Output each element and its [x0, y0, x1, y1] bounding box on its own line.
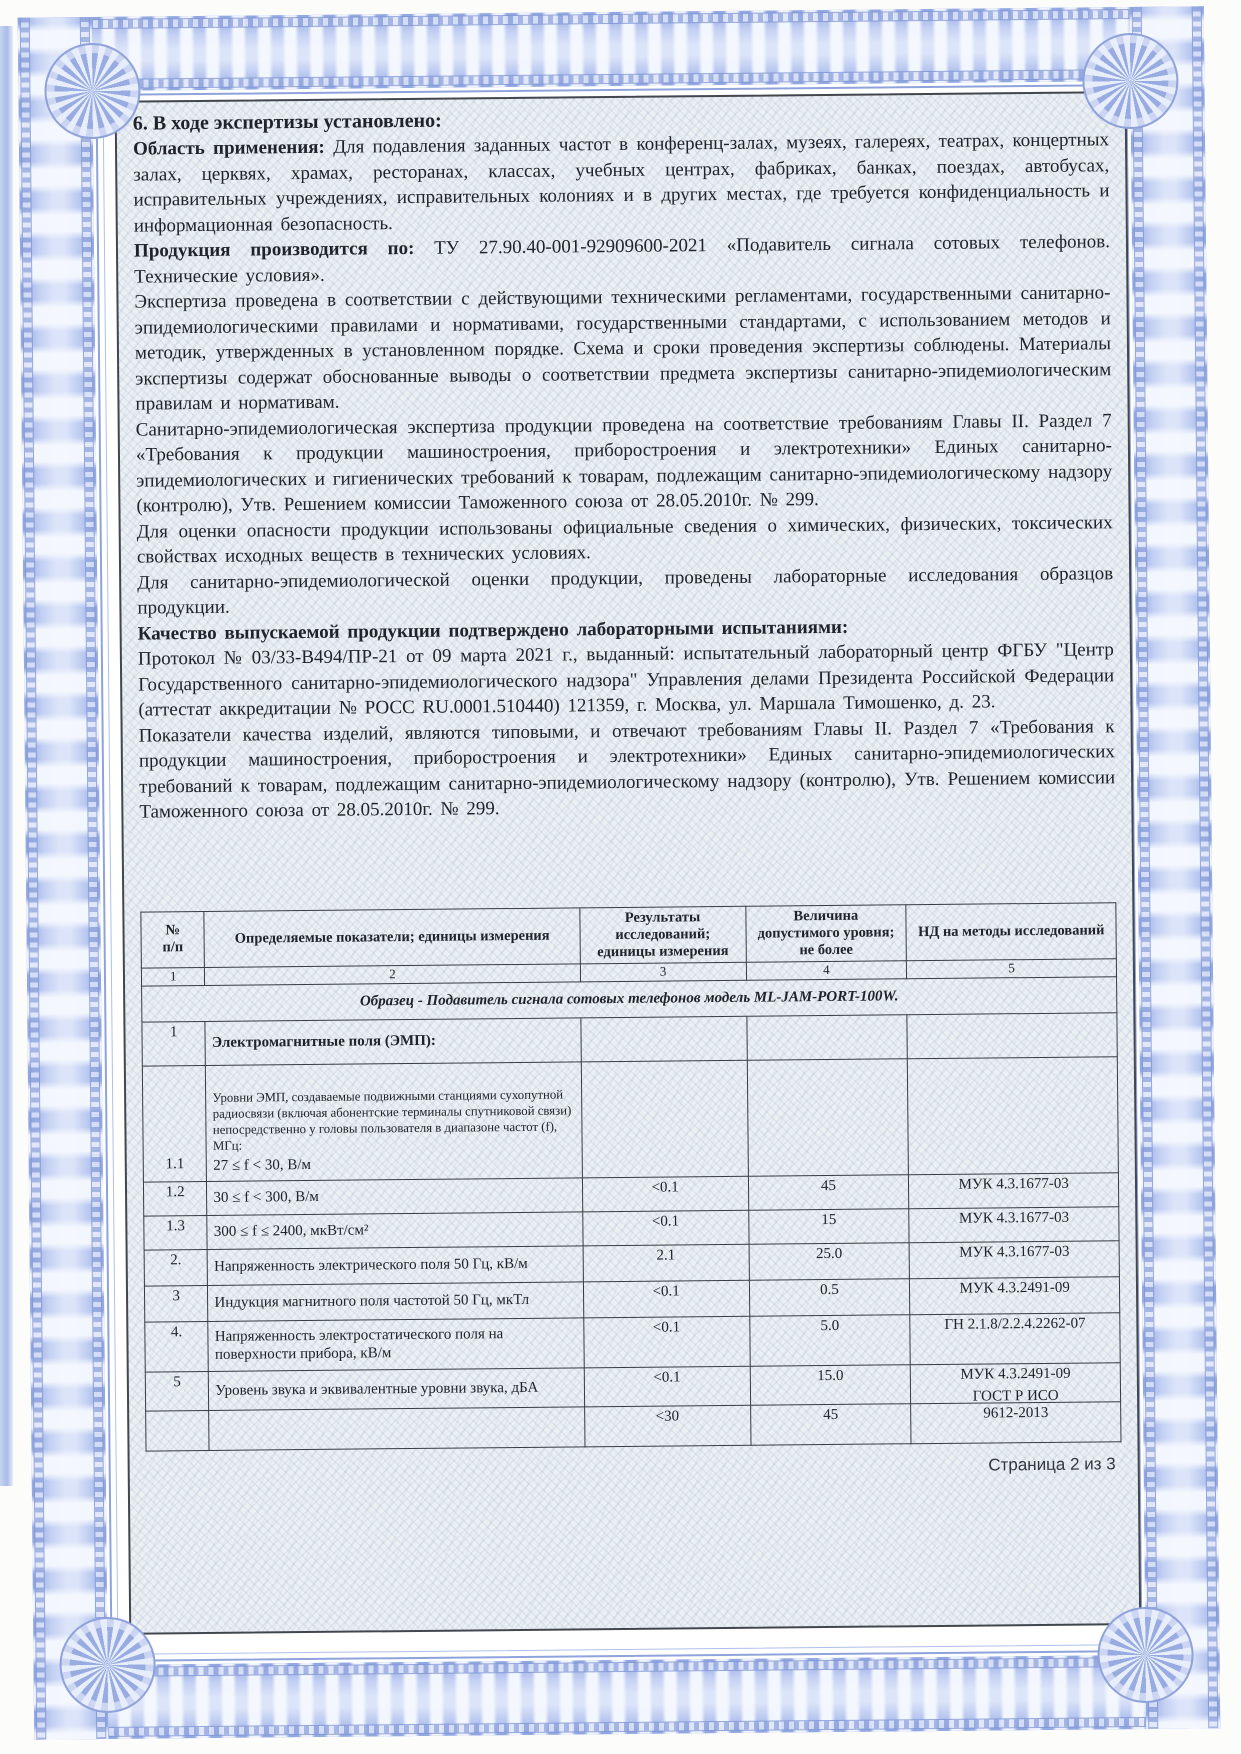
- guilloche-border-bottom: [34, 1654, 1221, 1739]
- table-header-num: № п/п: [141, 911, 205, 968]
- indicator-label: 30 ≤ f < 300, В/м: [213, 1188, 319, 1206]
- shell-ornament-icon: [1097, 1607, 1194, 1704]
- section-heading: 6. В ходе экспертизы установлено:: [132, 109, 442, 135]
- row-number: 1: [142, 1021, 206, 1066]
- shell-ornament-icon: [1082, 33, 1179, 130]
- limit-cell: [746, 1014, 907, 1060]
- row-number: 3: [144, 1285, 208, 1322]
- row-number: 4.: [145, 1321, 209, 1372]
- lead-text: Продукция производится по:: [133, 237, 415, 262]
- empty-cell: [146, 1410, 210, 1451]
- scan-edge-strip: [0, 26, 13, 1486]
- row-number: 2.: [144, 1249, 208, 1286]
- nd-value: МУК 4.3.1677-03: [958, 1209, 1070, 1227]
- nd-value: ГОСТ Р ИСО 9612-2013: [972, 1387, 1059, 1422]
- table-header-indicators: Определяемые показатели; единицы измерения: [204, 907, 580, 967]
- nd-value: МУК 4.3.1677-03: [959, 1243, 1070, 1261]
- indicator-description: Уровни ЭМП, создаваемые подвижными станциями сухопутной радиосвязи (включая абонентские терминалы спутниковой связи) непосредственно у головы пользователя в диапазоне частот (f), МГц:: [212, 1087, 572, 1153]
- paragraph-sanitary-expertise: [136, 408, 1113, 519]
- shell-ornament-icon: [59, 1616, 156, 1713]
- table-header-nd: НД на методы исследований: [906, 902, 1116, 960]
- lead-text: Область применения:: [132, 136, 325, 160]
- table-header-limit: Величина допустимого уровня; не более: [745, 904, 906, 962]
- paragraph-text: Экспертиза проведена в соответствии с действующими техническими регламентами, государственными санитарно-эпидемиологическими правилами и нормативами, государственными стандартами, с использованием методов и методик, утвержденных в установленном порядке. Схема и сроки проведения экспертизы соблюдены. Материалы экспертизы содержат обоснованные выводы о соответствии предмета экспертизы санитарно-эпидемиологическим правилам и нормативам.: [134, 282, 1112, 415]
- indicator-label: Напряженность электростатического поля на поверхности прибора, кВ/м: [214, 1326, 504, 1363]
- page-number-label: Страница 2 из 3: [988, 1453, 1116, 1474]
- certificate-paper: [18, 6, 1220, 1739]
- indicator-label: Уровень звука и эквивалентные уровни звука, дБА: [215, 1379, 539, 1399]
- table-row: [142, 1056, 1118, 1181]
- table-header-row: [141, 902, 1116, 967]
- limit-value: 45: [820, 1177, 837, 1194]
- sample-caption: Образец - Подавитель сигнала сотовых телефонов модель ML-JAM-PORT-100W.: [142, 976, 1117, 1021]
- paragraph-quality-indicators: [139, 714, 1116, 825]
- result-cell: [581, 1016, 747, 1062]
- result-value: 2.1: [656, 1246, 676, 1264]
- paragraph-protocol: [138, 637, 1115, 723]
- result-value: <30: [655, 1407, 680, 1425]
- content-area: [115, 91, 1142, 1635]
- paragraph-expertise: [134, 280, 1111, 417]
- paragraph-production: [134, 229, 1110, 289]
- result-value: <0.1: [651, 1178, 679, 1196]
- result-value: <0.1: [652, 1318, 681, 1336]
- nd-value: МУК 4.3.1677-03: [958, 1175, 1069, 1193]
- row-number: 1.2: [143, 1181, 207, 1216]
- limit-value: 5.0: [820, 1317, 840, 1334]
- paragraph-lab-research: [137, 561, 1113, 621]
- row-number: 1.1: [142, 1065, 206, 1182]
- guilloche-border-top: [18, 6, 1205, 91]
- paragraph-hazard-assessment: [137, 510, 1113, 570]
- limit-value: 15: [821, 1211, 837, 1228]
- paragraph-text: Показатели качества изделий, являются типовыми, и отвечают требованиям Главы II. Раздел 7 «Требования к продукции машиностроения, приборостроения и электротехники» Единых санитарно-эпидемиологических требований к товарам, подлежащим санитарно-эпидемиологическому надзору (контролю), Утв. Решением комиссии Таможенного союза от 28.05.2010г. № 299.: [138, 715, 1116, 823]
- row-number: 1.3: [144, 1215, 208, 1250]
- result-value: <0.1: [653, 1368, 681, 1386]
- limit-value: 25.0: [815, 1245, 843, 1262]
- guilloche-border-left: [18, 17, 109, 1740]
- column-number: 1: [141, 967, 205, 986]
- guilloche-border-right: [1130, 6, 1221, 1729]
- row-number: 5: [145, 1371, 209, 1411]
- column-number: 4: [746, 960, 907, 980]
- nd-value: МУК 4.3.2491-09: [960, 1365, 1071, 1383]
- limit-value: 0.5: [819, 1281, 839, 1298]
- table-header-results: Результаты исследований; единицы измерения: [580, 906, 746, 964]
- column-number: 3: [580, 962, 746, 982]
- results-table: [140, 902, 1121, 1451]
- limit-value: 15.0: [817, 1367, 844, 1384]
- column-number: 2: [205, 963, 581, 985]
- indicator-label: 27 ≤ f < 30, В/м: [213, 1156, 312, 1174]
- paragraph-text: Для подавления заданных частот в конференц-залах, музеях, галереях, театрах, концертных залах, церквях, храмах, ресторанах, классах, учебных центрах, фабриках, банках, поездах, автобусах, исправительных учреждениях, исправительных колониях и в других местах, где требуется конфиденциальность и информационная безопасность.: [133, 129, 1110, 237]
- result-value: <0.1: [651, 1212, 680, 1230]
- column-number: 5: [907, 958, 1117, 978]
- result-value: <0.1: [652, 1282, 680, 1300]
- nd-cell: [907, 1012, 1117, 1058]
- limit-value: 45: [823, 1406, 839, 1423]
- empty-cell: [209, 1406, 585, 1450]
- indicator-label: 300 ≤ f ≤ 2400, мкВт/см²: [213, 1222, 369, 1240]
- paragraph-text: Санитарно-эпидемиологическая экспертиза продукции проведена на соответствие требованиям Главы II. Раздел 7 «Требования к продукции машиностроения, приборостроения и электротехники» Единых санитарно-эпидемиологических и гигиенических требований к товарам, подлежащим санитарно-эпидемиологическому надзору (контролю), Утв. Решением комиссии Таможенного союза от 28.05.2010г. № 299.: [135, 409, 1113, 517]
- paragraph-text: Протокол № 03/33-В494/ПР-21 от 09 марта 2021 г., выданный: испытательный лабораторный центр ФГБУ "Центр Государственного санитарно-эпидемиологического надзора" Управления делами Президента Российской Федерации (аттестат аккредитации № РОСС RU.0001.510440) 121359, г. Москва, ул. Маршала Тимошенко, д. 23.: [137, 639, 1115, 721]
- nd-value: МУК 4.3.2491-09: [959, 1279, 1070, 1297]
- paragraph-text: Для санитарно-эпидемиологической оценки продукции, проведены лабораторные исследования образцов продукции.: [137, 562, 1114, 619]
- paragraph-text: Для оценки опасности продукции использованы официальные сведения о химических, физических, токсических свойствах исходных веществ в технических условиях.: [136, 511, 1113, 568]
- paragraph-scope: [133, 127, 1110, 238]
- indicator-label: Индукция магнитного поля частотой 50 Гц, мкТл: [214, 1291, 530, 1311]
- indicator-label: Напряженность электрического поля 50 Гц, кВ/м: [214, 1255, 528, 1275]
- shell-ornament-icon: [44, 43, 141, 140]
- lead-text: Качество выпускаемой продукции подтверждено лабораторными испытаниями:: [137, 616, 849, 645]
- paragraph-text: ТУ 27.90.40-001-92909600-2021 «Подавитель сигнала сотовых телефонов. Технические условия».: [134, 231, 1111, 288]
- nd-value: ГН 2.1.8/2.2.4.2262-07: [944, 1315, 1086, 1333]
- indicator-label: Электромагнитные поля (ЭМП):: [211, 1032, 436, 1051]
